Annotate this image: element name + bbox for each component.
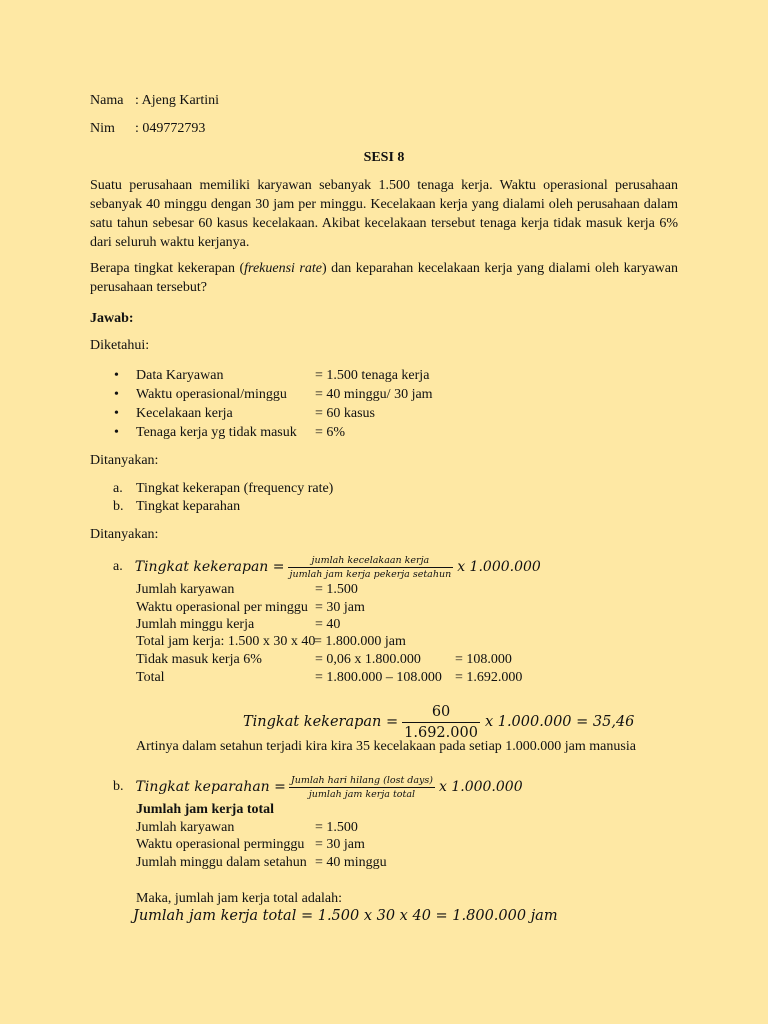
ditanyakan-heading: Ditanyakan:	[90, 453, 159, 468]
formula-a-numerator: jumlah kecelakaan kerja	[311, 554, 430, 566]
row-label: Waktu operasional perminggu	[136, 837, 305, 852]
bullet-icon: •	[114, 387, 119, 402]
row-label: Total jam kerja: 1.500 x 30 x 40	[136, 634, 316, 649]
row-label: Jumlah minggu dalam setahun	[136, 855, 307, 870]
row-value: = 1.500	[315, 820, 358, 835]
formula-b-rhs: x 1.000.000	[439, 779, 523, 795]
page-title: SESI 8	[363, 150, 405, 165]
nama-label: Nama	[90, 93, 124, 108]
row-value: = 1.800.000 jam	[314, 634, 406, 649]
row-value: = 40 minggu	[315, 855, 387, 870]
formula-b	[113, 771, 523, 803]
ditanyakan-heading-2: Ditanyakan:	[90, 527, 159, 542]
row-label: Total	[136, 670, 165, 685]
formula-a	[113, 551, 541, 583]
calc-a-lhs: Tingkat kekerapan =	[243, 714, 399, 730]
question-paragraph	[90, 259, 678, 297]
formula-a-denominator: jumlah jam kerja pekerja setahun	[289, 568, 452, 580]
calc-a	[243, 702, 634, 742]
asked-item: Tingkat keparahan	[136, 499, 241, 514]
formula-b-numerator: Jumlah hari hilang (lost days)	[290, 774, 433, 786]
known-value: = 60 kasus	[315, 406, 376, 421]
asked-marker: a.	[113, 481, 123, 496]
row-extra: = 108.000	[455, 652, 512, 667]
formula-b-fraction	[289, 775, 435, 800]
asked-item: Tingkat kekerapan (frequency rate)	[136, 481, 334, 496]
calc-a-numerator: 60	[431, 703, 451, 720]
asked-marker: b.	[113, 499, 124, 514]
known-value: = 1.500 tenaga kerja	[315, 368, 430, 383]
calc-a-meaning: Artinya dalam setahun terjadi kira kira 35 kecelakaan pada setiap 1.000.000 jam manusia	[136, 739, 636, 754]
row-label: Waktu operasional per minggu	[136, 600, 308, 615]
known-label: Waktu operasional/minggu	[136, 387, 287, 402]
row-value: = 40	[315, 617, 341, 632]
row-value: = 1.800.000 – 108.000	[315, 670, 442, 685]
nim-value: : 049772793	[135, 121, 206, 136]
formula-a-fraction	[288, 555, 454, 580]
row-value: = 0,06 x 1.800.000	[315, 652, 421, 667]
row-label: Tidak masuk kerja 6%	[136, 652, 262, 667]
row-value: = 1.500	[315, 582, 358, 597]
known-label: Kecelakaan kerja	[136, 406, 233, 421]
row-extra: = 1.692.000	[455, 670, 523, 685]
row-value: = 30 jam	[315, 837, 365, 852]
row-value: = 30 jam	[315, 600, 365, 615]
formula-a-rhs: x 1.000.000	[457, 559, 541, 575]
calc-a-denominator: 1.692.000	[402, 722, 480, 741]
problem-paragraph: Suatu perusahaan memiliki karyawan sebanyak 1.500 tenaga kerja. Waktu operasional perusahaan sebanyak 40 minggu dengan 30 jam per minggu. Kecelakaan kerja yang dialami oleh perusahaan dalam satu tahun sebesar 60 kasus kecelakaan. Akibat kecelakaan tersebut tenaga kerja tidak masuk kerja 6% dari seluruh waktu kerjanya.	[90, 178, 678, 250]
calc-a-rhs: x 1.000.000 = 35,46	[484, 714, 635, 730]
part-b-subheading: Jumlah jam kerja total	[136, 802, 275, 817]
nim-label: Nim	[90, 121, 115, 136]
known-value: = 40 minggu/ 30 jam	[315, 387, 433, 402]
row-label: Jumlah minggu kerja	[136, 617, 255, 632]
bullet-icon: •	[114, 406, 119, 421]
known-label: Data Karyawan	[136, 368, 224, 383]
formula-a-marker: a.	[113, 559, 123, 574]
nama-value: : Ajeng Kartini	[135, 93, 219, 108]
formula-a-lhs: Tingkat kekerapan =	[134, 559, 285, 575]
question-text-after: ) dan keparahan kecelakaan kerja yang dialami oleh karyawan perusahaan tersebut?	[90, 261, 678, 295]
calc-a-fraction	[402, 704, 480, 741]
row-label: Jumlah karyawan	[136, 582, 235, 597]
total-formula: Jumlah jam kerja total = 1.500 x 30 x 40 = 1.800.000 jam	[133, 908, 558, 924]
row-label: Jumlah karyawan	[136, 820, 235, 835]
bullet-icon: •	[114, 425, 119, 440]
diketahui-heading: Diketahui:	[90, 338, 150, 353]
maka-text: Maka, jumlah jam kerja total adalah:	[136, 891, 343, 906]
formula-b-lhs: Tingkat keparahan =	[135, 779, 286, 795]
formula-b-denominator: jumlah jam kerja total	[289, 787, 435, 800]
question-italic: frekuensi rate	[244, 261, 322, 276]
question-text-before: Berapa tingkat kekerapan (	[90, 261, 245, 276]
bullet-icon: •	[114, 368, 119, 383]
known-value: = 6%	[315, 425, 346, 440]
formula-b-marker: b.	[113, 779, 124, 794]
jawab-heading: Jawab:	[90, 311, 134, 326]
known-label: Tenaga kerja yg tidak masuk	[136, 425, 297, 440]
